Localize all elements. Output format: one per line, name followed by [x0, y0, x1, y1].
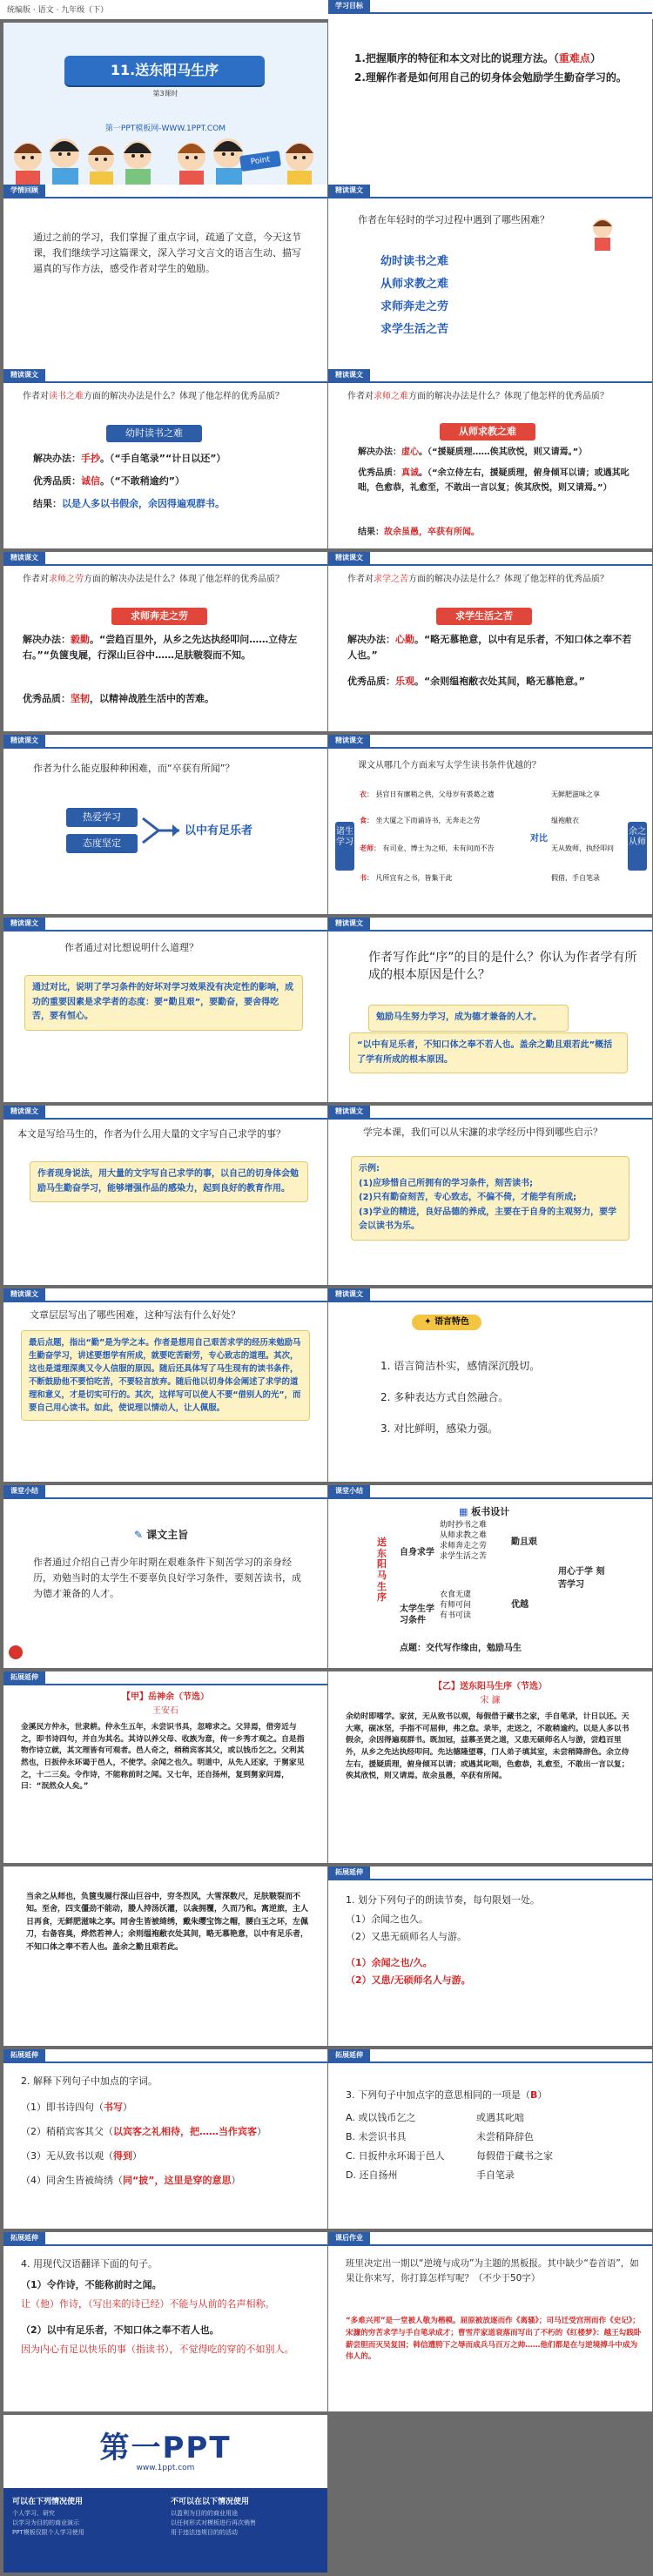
board-title: 送东阳马生序 — [377, 1537, 387, 1604]
slide-header: 精读课文 — [328, 185, 370, 197]
slide-travel-difficulty[interactable] — [3, 552, 327, 731]
difficulty-item: 求师奔走之劳 — [380, 300, 449, 313]
reason-result: 以中有足乐者 — [185, 824, 253, 837]
board-label: 自身求学 — [400, 1548, 434, 1557]
slide-header: 课堂小结 — [3, 1485, 45, 1497]
question-text: 文章层层写出了哪些困难，这种写法有什么好处？ — [30, 1309, 240, 1321]
slide-header: 精读课文 — [3, 1106, 45, 1118]
slide-review[interactable] — [3, 185, 327, 374]
solution-line: 解决办法：毅勤。“尝趋百里外，从乡之先达执经叩问……立侍左右。”“负箧曳屣，行深山巨谷中……足肤皲裂而不知。 — [23, 634, 298, 662]
comparison-row: 书： 凡所宜有之书，皆集于此 假借，手自笔录 — [360, 874, 600, 882]
slide-homework[interactable] — [328, 2232, 652, 2411]
answer-box: 作者现身说法，用大量的文字写自己求学的事，以自己的切身体会勉励马生勤奋学习，能够增强作品的感染力，起到良好的教育作用。 — [30, 1161, 308, 1202]
child-thinking-icon — [589, 216, 616, 251]
option-row[interactable]: D. 还自扬州 手自笔录 — [346, 2169, 515, 2181]
license-panel — [3, 2488, 327, 2573]
bulb-icon: ✦ — [424, 1317, 432, 1327]
contrast-label: 对比 — [530, 834, 548, 844]
exercise-answer: 因为内心有足以快乐的事（指读书），不觉得吃的穿的不如别人。 — [21, 2344, 294, 2355]
exercise-item: （1）余闻之也久。 — [346, 1914, 428, 1925]
slide-header: 精读课文 — [328, 918, 370, 930]
feature-item: 2. 多种表达方式自然融合。 — [380, 1391, 509, 1403]
slide-header: 精读课文 — [3, 552, 45, 564]
slide-theme[interactable] — [3, 1485, 327, 1668]
slide-difficulties[interactable] — [328, 185, 652, 374]
slide-header: 精读课文 — [328, 1106, 370, 1118]
comparison-row: 衣： 县官日有廪稍之供，父母岁有裘葛之遗 无鲜肥滋味之享 — [360, 790, 600, 798]
exercise-question: 2. 解释下列句子中加点的字词。 — [21, 2075, 158, 2087]
difficulty-item: 从师求教之难 — [380, 278, 449, 291]
example-item: (1)应珍惜自己所拥有的学习条件，刻苦读书; — [359, 1178, 534, 1188]
question-text: 作者对读书之难方面的解决办法是什么？体现了他怎样的优秀品质？ — [23, 392, 284, 401]
point-badge: Point — [239, 151, 281, 172]
passage-body: 余幼时即嗜学。家贫，无从致书以观，每假借于藏书之家，手自笔录，计日以还。天大寒，砚冰坚，手指不可屈伸，弗之怠。录毕，走送之，不敢稍逾约。以是人多以书假余，余因得遍观群书。既加冠，益慕圣贤之道，又患无硕师名人与游，尝趋百里外，从乡之先达执经叩问。先达德隆望尊，门人弟子填其室，未尝稍降辞色。余立侍左右，援疑质理，俯身倾耳以请；或遇其叱咄，色愈恭，礼愈至，不敢出一言以复；俟其欣悦，则又请焉。故余虽愚，卒获有所闻。 — [346, 1712, 629, 1781]
slide-exercise-3[interactable] — [328, 2049, 652, 2229]
feature-item: 1. 语言简洁朴实，感情深沉殷切。 — [380, 1360, 541, 1372]
topbar-text: 统编版 · 语文 · 九年级（下） — [7, 6, 109, 15]
result-line: 结果：故余虽愚，卒获有所闻。 — [358, 528, 480, 537]
slide-purpose[interactable] — [328, 918, 652, 1102]
board-result: 勤且艰 — [511, 1537, 537, 1547]
solution-line: 解决办法：手抄。（“手自笔录”“计日以还”） — [33, 453, 226, 464]
solution-line: 解决办法：心勤。“略无慕艳意，以中有足乐者，不知口体之奉不若人也。” — [347, 634, 632, 662]
board-footer: 点题：交代写作缘由，勉励马生 — [400, 1644, 522, 1653]
license-left-list: 个人学习、研究 以学习为目的的商业演示 PPT模板仅限个人学习使用 — [12, 2510, 84, 2537]
question-text: 作者写作此“序”的目的是什么？你认为作者学有所成的根本原因是什么？ — [368, 951, 637, 983]
quality-line: 优秀品质：坚韧，以精神战胜生活中的苦难。 — [23, 693, 214, 704]
question-text: 本文是写给马生的，作者为什么用大量的文字写自己求学的事？ — [17, 1128, 286, 1140]
slide-header: 精读课文 — [328, 1288, 370, 1301]
topic-tag: 求师奔走之劳 — [111, 608, 207, 625]
exercise-item: （4）同舍生皆被绮绣（同“披”，这里是穿的意思） — [21, 2175, 241, 2186]
example-title: 示例: — [359, 1164, 380, 1174]
slide-header: 课堂小结 — [328, 1485, 370, 1497]
board-items-top: 幼时抄书之难 从师求教之难 求师奔走之劳 求学生活之苦 — [440, 1521, 488, 1562]
exercise-question: 3. 下列句子中加点字的意思相同的一项是（B） — [346, 2089, 548, 2101]
topic-tag: 求学生活之苦 — [436, 608, 532, 625]
answer-box: “以中有足乐者，不知口体之奉不若人也。盖余之勤且艰若此”概括了学有所成的根本原因。 — [349, 1032, 628, 1073]
brand-url: www.1ppt.com — [136, 2464, 195, 2472]
slide-header: 学情回顾 — [3, 185, 45, 197]
slide-exercise-2[interactable] — [3, 2049, 327, 2229]
slide-header: 精读课文 — [3, 918, 45, 930]
passage-title: 【乙】送东阳马生序（节选） — [434, 1682, 547, 1692]
group-label-left: 诸生学习 — [335, 822, 354, 871]
question-text: 课文从哪几个方面来写太学生读书条件优越的？ — [358, 761, 541, 770]
exercise-item: （2）以中有足乐者，不知口体之奉不若人也。 — [21, 2324, 219, 2336]
feature-item: 3. 对比鲜明，感染力强。 — [380, 1423, 499, 1435]
slide-overcome[interactable] — [3, 735, 327, 914]
brand-logo: 第一PPT — [99, 2431, 232, 2465]
passage-title: 【甲】岳神余（节选） — [122, 1692, 209, 1702]
lesson-subtitle: 第3课时 — [152, 90, 178, 98]
exercise-item: （2）又患无硕师名人与游。 — [346, 1931, 467, 1942]
slide-header: 精读课文 — [328, 369, 370, 381]
slide-exercise-1[interactable] — [328, 1866, 652, 2046]
topic-tag: ▦ 板书设计 — [459, 1506, 510, 1517]
review-text: 通过之前的学习，我们掌握了重点字词，疏通了文意，今天这节课，我们继续学习这篇课文，深入学习文言文的语言生动、描写逼真的写作方法，感受作者对学生的勉励。 — [33, 232, 301, 275]
quality-line: 优秀品质：乐观。“余则缊袍敝衣处其间，略无慕艳意。” — [347, 676, 585, 687]
slide-license[interactable] — [3, 2415, 327, 2573]
exercise-answer: （1）余闻之也/久。 — [346, 1957, 433, 1968]
board-items-bottom: 衣食无虞 有师可问 有书可读 — [440, 1591, 472, 1621]
title-footer: 第一PPT模板网-WWW.1PPT.COM — [104, 124, 226, 133]
exercise-item: （3）无从致书以观（得到） — [21, 2150, 142, 2162]
example-item: (3)学业的精进，良好品德的养成，主要在于自身的主观努力，要学会以读书为乐。 — [359, 1207, 617, 1231]
exercise-answer: （2）又患/无硕师名人与游。 — [346, 1974, 471, 1986]
slide-header: 学习目标 — [328, 0, 370, 12]
slide-goals[interactable] — [328, 0, 652, 195]
slide-header: 拓展延伸 — [3, 2232, 45, 2244]
board-icon: ▦ — [459, 1506, 468, 1517]
example-item: (2)只有勤奋刻苦，专心致志，不偏不倚，才能学有所成; — [359, 1193, 577, 1202]
slide-header: 课后作业 — [328, 2232, 370, 2244]
reason-box: 态度坚定 — [66, 834, 138, 853]
slide-header: 精读课文 — [328, 735, 370, 747]
result-line: 结果：以是人多以书假余，余因得遍观群书。 — [33, 498, 225, 509]
lesson-title: 11.送东阳马生序 — [110, 62, 219, 78]
slide-language[interactable] — [328, 1288, 652, 1482]
slide-inspiration[interactable] — [328, 1106, 652, 1285]
question-text: 学完本课，我们可以从宋濂的求学经历中得到哪些启示？ — [363, 1127, 603, 1138]
comparison-table — [360, 790, 626, 907]
comparison-row: 食： 坐大厦之下而诵诗书，无奔走之劳 缊袍敝衣 — [360, 817, 579, 824]
slide-header: 精读课文 — [3, 1288, 45, 1301]
exercise-question: 4. 用现代汉语翻译下面的句子。 — [21, 2258, 158, 2270]
question-text: 作者通过对比想说明什么道理？ — [64, 942, 199, 953]
homework-text: 班里决定出一期以“逆境与成功”为主题的黑板报。其中缺少“卷首语”，如果让你来写，你打算怎样写呢？（不少于50字） — [346, 2258, 639, 2284]
goal-2: 2.理解作者是如何用自己的切身体会勉励学生勤奋学习的。 — [354, 71, 627, 84]
difficulty-item: 求学生活之苦 — [380, 323, 449, 336]
group-label-right: 余之从师 — [628, 822, 647, 871]
topic-tag: ✦ 语言特色 — [412, 1315, 481, 1330]
topic-tag: 幼时读书之难 — [106, 425, 202, 442]
slide-extension-c[interactable] — [3, 1866, 327, 2046]
topic-tag: 从师求教之难 — [440, 423, 535, 441]
license-right-list: 以盈利为目的的商业用途 以任何形式对模板进行再次销售 用于违法违规目的的活动 — [171, 2510, 256, 2537]
question-text: 作者对求学之苦方面的解决办法是什么？体现了他怎样的优秀品质？ — [347, 575, 609, 584]
answer-box: 最后点题，指出“勤”是为学之本。作者是想用自己艰苦求学的经历来勉励马生勤奋学习，讲述要想学有所成，就要吃苦耐劳，专心致志的道理。其次，这也是道理深奥又令人信服的原因。随后还具体写了马生现有的读书条件，不断鼓励他不要怕吃苦，不要轻言放弃。随后他以切身体会阐述了求学的道理和意义，才是切实可行的。其次，这样写可以使人不要“借别人的光”，而要自己用心读书。如此，使说理以情动人，让人佩服。 — [21, 1330, 310, 1421]
slide-living-difficulty[interactable] — [328, 552, 652, 731]
option-row[interactable]: A. 或以钱币乞之 或遇其叱咄 — [346, 2112, 524, 2123]
slide-exercise-4[interactable] — [3, 2232, 327, 2411]
passage-body: 当余之从师也，负箧曳屣行深山巨谷中，穷冬烈风，大雪深数尺，足肤皲裂而不知。至舍，四支僵劲不能动，媵人持汤沃灌，以衾拥覆，久而乃和。寓逆旅，主人日再食，无鲜肥滋味之享。同舍生皆被绮绣，戴朱缨宝饰之帽，腰白玉之环，左佩刀，右备容臭，烨然若神人；余则缊袍敝衣处其间，略无慕艳意，以中有足乐者，不知口体之奉不若人也。盖余之勤且艰若此。 — [26, 1893, 309, 1952]
exercise-item: （1）令作诗，不能称前时之闻。 — [21, 2279, 162, 2290]
exercise-item: （1）即书诗四句（书写） — [21, 2102, 132, 2113]
reason-box: 热爱学习 — [66, 808, 138, 827]
question-text: 作者对求师之劳方面的解决办法是什么？体现了他怎样的优秀品质？ — [23, 575, 284, 584]
answer-box: 通过对比，说明了学习条件的好坏对学习效果没有决定性的影响，成功的重要因素是求学者的态度：要“勤且艰”，要勤奋，要舍得吃苦，要有恒心。 — [24, 975, 303, 1031]
slide-header: 拓展延伸 — [3, 1671, 45, 1684]
question-text: 作者对求师之难方面的解决办法是什么？体现了他怎样的优秀品质？ — [347, 392, 609, 401]
option-row[interactable]: C. 日扳仲永环谒于邑人 每假借于藏书之家 — [346, 2150, 553, 2162]
question-text: 作者在年轻时的学习过程中遇到了哪些困难？ — [358, 214, 549, 225]
solution-line: 解决办法：虚心。（“援疑质理……俟其欣悦，则又请焉。”） — [358, 447, 588, 457]
merge-arrow-icon — [141, 811, 181, 850]
difficulty-item: 幼时读书之难 — [380, 255, 449, 268]
slide-self-example[interactable] — [3, 1106, 327, 1285]
title-banner — [64, 56, 265, 85]
comparison-row: 老师： 有司业、博士为之师，未有问而不告 无从致师，执经叩问 — [360, 844, 614, 852]
quality-line: 优秀品质：真诚。（“余立侍左右，援疑质理，俯身倾耳以请；或遇其叱咄，色愈恭，礼愈至，不敢出一言以复；俟其欣悦，则又请焉。”） — [358, 468, 629, 493]
board-label: 太学生学习条件 — [400, 1604, 434, 1625]
slide-comparison[interactable] — [328, 735, 652, 914]
quality-line: 优秀品质：诚信。（“不敢稍逾约”） — [33, 475, 185, 487]
slide-header: 拓展延伸 — [328, 1866, 370, 1879]
slide-title[interactable] — [3, 23, 327, 195]
slide-header: 拓展延伸 — [328, 2049, 370, 2061]
theme-text: 作者通过介绍自己青少年时期在艰难条件下刻苦学习的亲身经历，劝勉当时的太学生不要辜负良好学习条件，要刻苦读书，成为德才兼备的人才。 — [33, 1557, 301, 1600]
question-text: 作者为什么能克服种种困难，而“卒获有所闻”？ — [33, 763, 235, 774]
passage-author: 宋 濂 — [480, 1696, 501, 1705]
exercise-answer: 让（他）作诗，（写出来的诗已经）不能与从前的名声相称。 — [21, 2298, 275, 2310]
passage-body: 金溪民方仲永，世隶耕。仲永生五年，未尝识书具，忽啼求之。父异焉，借旁近与之，即书诗四句，并自为其名。其诗以养父母、收族为意，传一乡秀才观之。自是指物作诗立就，其文理皆有可观者。邑人奇之，稍稍宾客其父，或以钱币乞之。父利其然也，日扳仲永环谒于邑人，不使学。余闻之也久。明道中，从先人还家，于舅家见之，十二三矣。令作诗，不能称前时之闻。又七年，还自扬州，复到舅家问焉，曰：“泯然众人矣。” — [21, 1723, 305, 1792]
slide-header: 精读课文 — [3, 369, 45, 381]
board-result: 优越 — [511, 1600, 528, 1610]
slide-extension-b[interactable] — [328, 1671, 652, 1863]
goal-1: 1.把握顺序的特征和本文对比的说理方法。（重难点） — [354, 52, 601, 64]
license-left-title: 可以在下列情况使用 — [12, 2498, 84, 2506]
option-row[interactable]: B. 未尝识书具 未尝稍降辞色 — [346, 2131, 534, 2142]
slide-header: 精读课文 — [3, 735, 45, 747]
answer-box: 勉励马生努力学习，成为德才兼备的人才。 — [368, 1005, 569, 1032]
logo-icon — [9, 1645, 23, 1659]
slide-teacher-difficulty[interactable] — [328, 369, 652, 548]
board-conclusion: 用心于学 刻苦学习 — [558, 1567, 605, 1590]
slide-reading-difficulty[interactable] — [3, 369, 327, 548]
answer-box — [351, 1156, 629, 1241]
book-icon: ✎ — [134, 1529, 144, 1541]
slide-board[interactable] — [328, 1485, 652, 1668]
slide-extension-a[interactable] — [3, 1671, 327, 1863]
passage-author: 王安石 — [152, 1706, 178, 1716]
brand-area — [3, 2415, 327, 2488]
license-right-title: 不可以在以下情况使用 — [171, 2498, 250, 2506]
slide-structure[interactable] — [3, 1288, 327, 1482]
slide-header: 拓展延伸 — [3, 2049, 45, 2061]
exercise-item: （2）稍稍宾客其父（以宾客之礼相待，把……当作宾客） — [21, 2126, 266, 2137]
homework-example: “多难兴邦”是一堂被人敬为楷模。屈原被放逐而作《离骚》；司马迁受宫刑而作《史记》；宋濂的穷苦求学与手自笔录成才；曹雪芹家道衰落而写出了不朽的《红楼梦》：越王勾践卧薪尝胆而灭吴复国；韩信遭胯下之辱而成兵马百万之帅……他们都是在与逆境搏斗中成为伟人的。 — [346, 2317, 642, 2362]
slide-header: 精读课文 — [328, 552, 370, 564]
slide-reasoning[interactable] — [3, 918, 327, 1102]
topic-tag: ✎ 课文主旨 — [134, 1529, 189, 1541]
exercise-question: 1. 划分下列句子的朗读节奏，每句限划一处。 — [346, 1894, 540, 1906]
